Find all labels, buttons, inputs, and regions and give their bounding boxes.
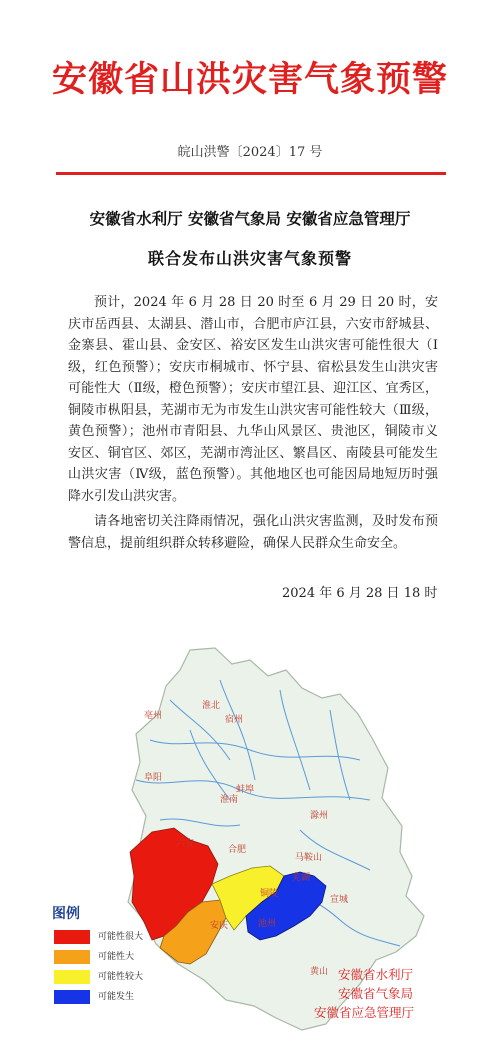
agency-emergency-management: 安徽省应急管理厅 [314, 1005, 415, 1020]
city-label: 宣城 [330, 895, 349, 905]
city-label: 淮北 [202, 701, 221, 711]
legend-swatch-blue [54, 990, 90, 1004]
city-label: 安庆 [210, 921, 229, 931]
legend-label: 可能性大 [98, 952, 135, 962]
agency-meteorology: 安徽省气象局 [338, 986, 414, 1001]
issue-date: 2024 年 6 月 28 日 18 时 [282, 586, 438, 601]
legend-swatch-yellow [54, 970, 90, 984]
legend-swatch-orange [54, 950, 90, 964]
city-label: 铜陵 [260, 889, 279, 899]
city-label: 黄山 [310, 967, 329, 977]
city-label: 蚌埠 [236, 785, 255, 795]
legend-label: 可能性较大 [98, 972, 144, 982]
city-label: 宿州 [225, 715, 244, 725]
legend-label: 可能发生 [98, 992, 135, 1002]
agency-water-resources: 安徽省水利厅 [338, 967, 414, 982]
red-divider [56, 172, 446, 175]
legend-title: 图例 [52, 906, 80, 922]
forecast-paragraph: 预计，2024 年 6 月 28 日 20 时至 6 月 29 日 20 时，安庆市岳西县、太湖县、潜山市，合肥市庐江县，六安市舒城县、金寨县、霍山县、金安区、裕安区发生山洪灾害可能性很大（Ⅰ级，红色预警）；安庆市桐城市、怀宁县、宿松县发生山洪灾害可能性大（Ⅱ级，橙色预警）；安庆市望江县、迎江区、宜秀区，铜陵市枞阳县，芜湖市无为市发生山洪灾害可能性较大（Ⅲ级，黄色预警）；池州市青阳县、九华山风景区、贵池区，铜陵市义安区、铜官区、郊区，芜湖市湾沚区、繁昌区、南陵县可能发生山洪灾害（Ⅳ级，蓝色预警）。其他地区也可能因局地短历时强降水引发山洪灾害。 [68, 295, 438, 504]
city-label: 合肥 [228, 845, 247, 855]
city-label: 池州 [258, 919, 277, 929]
city-label: 淮南 [220, 795, 239, 805]
city-label: 马鞍山 [295, 853, 323, 863]
city-label: 滁州 [310, 811, 329, 821]
city-label: 亳州 [144, 711, 163, 721]
document-number: 皖山洪警〔2024〕17 号 [177, 145, 323, 160]
issuing-agencies: 安徽省水利厅 安徽省气象局 安徽省应急管理厅 [89, 210, 411, 228]
advice-paragraph: 请各地密切关注降雨情况，强化山洪灾害监测，及时发布预警信息，提前组织群众转移避险，确保人民群众生命安全。 [68, 514, 438, 551]
legend-label: 可能性很大 [98, 932, 144, 942]
city-label: 芜湖 [292, 873, 311, 883]
legend-swatch-red [54, 930, 90, 944]
warning-title: 安徽省山洪灾害气象预警 [51, 59, 448, 100]
city-label: 六安 [176, 839, 195, 849]
joint-release-subtitle: 联合发布山洪灾害气象预警 [147, 249, 352, 268]
city-label: 阜阳 [144, 773, 163, 783]
